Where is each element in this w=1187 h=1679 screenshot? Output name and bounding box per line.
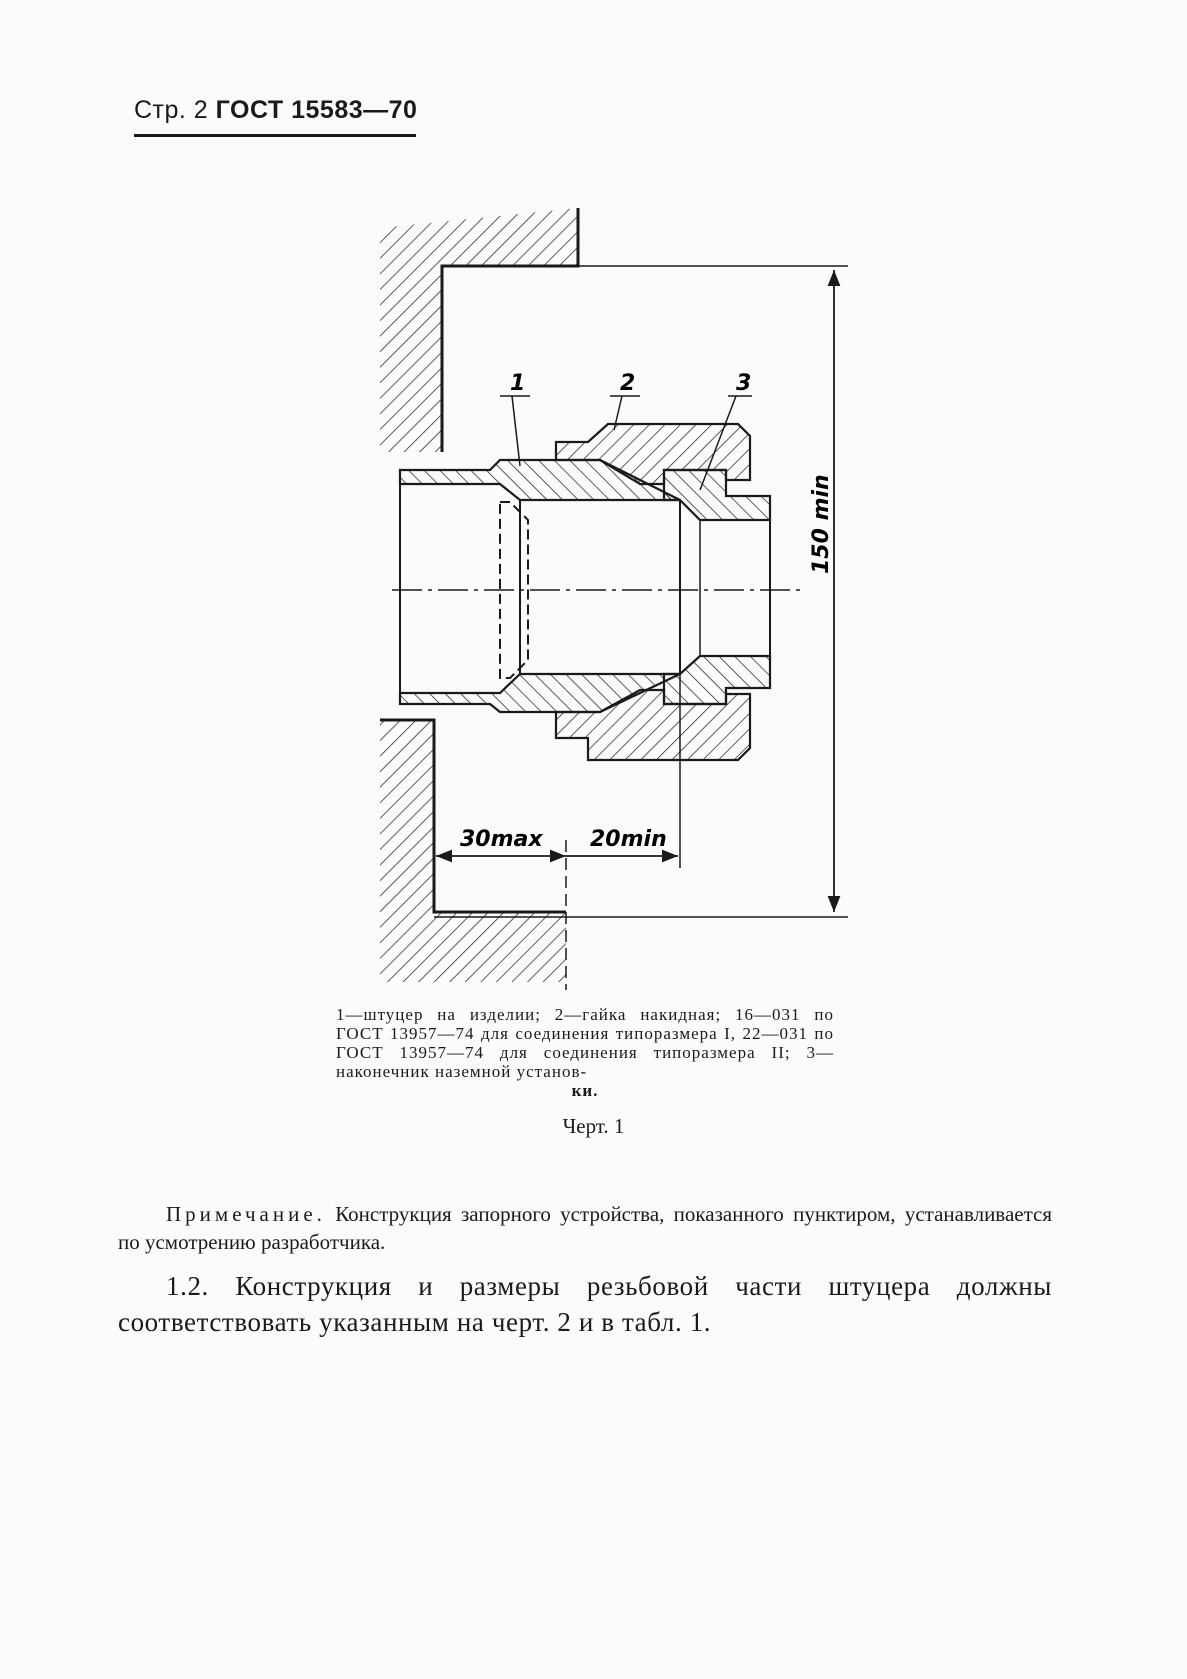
wall-upper <box>380 208 578 452</box>
standard-number: ГОСТ 15583—70 <box>215 96 418 124</box>
dim-20-label: 20min <box>590 827 667 852</box>
callout-1-label: 1 <box>510 371 526 396</box>
callout-1 <box>500 371 530 466</box>
callout-3-label: 3 <box>736 371 752 396</box>
note-lead: Примечание. <box>166 1202 326 1226</box>
note-block <box>118 1200 1052 1256</box>
paragraph-1-2 <box>118 1268 1052 1340</box>
caption-text: 1—штуцер на изделии; 2—гайка накидная; 16—031 по ГОСТ 13957—74 для соединения типоразмера I, 22—031 по ГОСТ 13957—74 для соединения типоразмера II; 3—наконечник наземной установ- <box>336 1005 834 1081</box>
callout-2-label: 2 <box>620 371 636 396</box>
paragraph-text: 1.2. Конструкция и размеры резьбовой части штуцера должны соответствовать указанным на черт. 2 и в табл. 1. <box>118 1271 1052 1337</box>
dim-30-label: 30max <box>460 827 543 852</box>
caption-tail: ки. <box>571 1081 599 1100</box>
fitting-part-1 <box>400 460 680 712</box>
page-number: Стр. 2 <box>134 96 209 124</box>
callout-2 <box>610 371 640 430</box>
figure-caption <box>336 1005 834 1100</box>
dim-150-label: 150 min <box>809 474 834 574</box>
dimension-150-min <box>809 270 834 912</box>
note-text: Конструкция запорного устройства, показанного пунктиром, устанавливается по усмотрению разработчика. <box>118 1202 1052 1254</box>
bore-outline <box>400 484 700 693</box>
figure-label: Черт. 1 <box>562 1114 625 1138</box>
